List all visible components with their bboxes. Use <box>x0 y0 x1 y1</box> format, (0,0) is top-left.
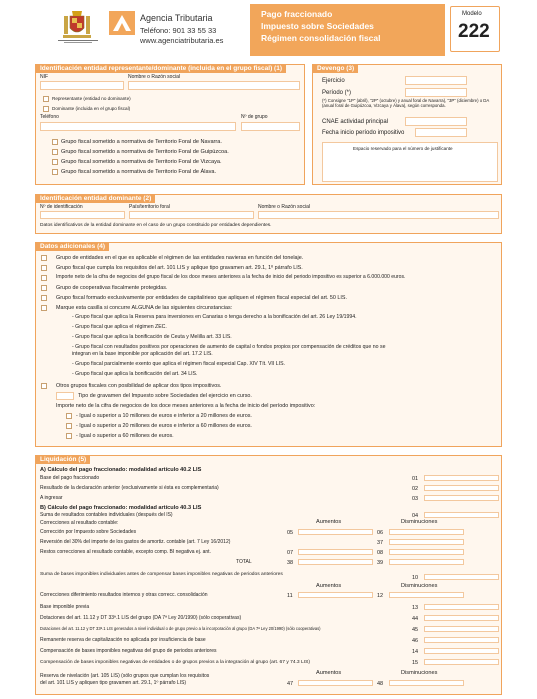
liq-row-02-label: Resultado de la declaración anterior (exclusivamente si ésta es complementaria) <box>40 485 219 491</box>
corr-total-label: TOTAL <box>236 559 252 565</box>
liq-row-04-input[interactable] <box>424 512 499 518</box>
modalidad-a-title: A) Cálculo del pago fraccionado: modalidad artículo 40.2 LIS <box>40 467 202 473</box>
foral-guipuzcoa-label: Grupo fiscal sometido a normativa de Territorio Foral de Guipúzcoa. <box>61 149 229 155</box>
liq-row-48-num: 48 <box>377 681 384 687</box>
liq-row-15-label: Compensación de bases imponibles negativas de entidades o de grupos previos a la integración al grupo (art. 67 y 74.3 LIS) <box>40 660 310 665</box>
corr-row-3-a-num: 07 <box>287 550 294 556</box>
foral-alava-checkbox[interactable] <box>52 169 58 175</box>
liq-row-04-num: 04 <box>412 513 419 519</box>
foral-vizcaya-label: Grupo fiscal sometido a normativa de Territorio Foral de Vizcaya. <box>61 159 222 165</box>
n-grupo-label: Nº de grupo <box>241 114 268 120</box>
liq-row-10-input[interactable] <box>424 574 499 580</box>
corr-row-2-d-input[interactable] <box>389 539 464 545</box>
periodo-input[interactable] <box>405 88 467 97</box>
n-ident-input[interactable] <box>40 211 125 219</box>
n-ident-label: Nº de identificación <box>40 204 83 210</box>
foral-vizcaya-checkbox[interactable] <box>52 159 58 165</box>
tipo-gravamen-label: Tipo de gravamen del Impuesto sobre Sociedades del ejercicio en curso. <box>78 393 252 399</box>
pais-input[interactable] <box>129 211 254 219</box>
liq-row-13-num: 13 <box>412 605 419 611</box>
disminuciones-header: Disminuciones <box>401 519 438 525</box>
dominante-label: Dominante (incluida en el grupo fiscal) <box>52 106 131 111</box>
adicional-item-5: Grupo fiscal formado exclusivamente por entidades de capitalirieso que apliquen el régimen fiscal especial del art. 50 LIS. <box>56 295 347 301</box>
corr-row-2-label: Reversión del 30% del importe de los gastos de amortiz. contable (art. 7 Ley 16/2012) <box>40 539 231 545</box>
section-adicionales-title: Datos adicionales (4) <box>36 242 109 251</box>
circunstancia-3: - Grupo fiscal que aplica la bonificación de Ceuta y Melilla art. 33 LIS. <box>72 334 232 340</box>
adicional-checkbox-3[interactable] <box>41 275 47 281</box>
adicional-item-1: Grupo de entidades en el que es aplicable el régimen de las entidades navieras en función del tonelaje. <box>56 255 304 261</box>
circunstancia-1: - Grupo fiscal que aplica la Reserva para inversiones en Canarias o tenga derecho a la bonificación del art. 26 Ley 19/1994. <box>72 314 357 320</box>
liq-row-46-input[interactable] <box>424 637 499 643</box>
ministry-caption <box>58 38 98 44</box>
representante-checkbox[interactable] <box>43 96 49 102</box>
liq-row-03-num: 03 <box>412 496 419 502</box>
cnae-input[interactable] <box>405 117 467 126</box>
liq-row-12-num: 12 <box>377 593 384 599</box>
rango-3-checkbox[interactable] <box>66 433 72 439</box>
form-title-line-3: Régimen consolidación fiscal <box>261 33 381 43</box>
ejercicio-label: Ejercicio <box>322 78 345 84</box>
adicional-checkbox-4[interactable] <box>41 285 47 291</box>
aumentos-header-3: Aumentos <box>316 670 342 676</box>
modelo-box <box>450 6 500 52</box>
liq-row-11-num: 11 <box>287 593 293 599</box>
liq-row-10-label: Suma de bases imponibles individuales antes de compensar bases imponibles negativas de periodos anteriores <box>40 572 283 577</box>
liq-row-13-input[interactable] <box>424 604 499 610</box>
section-liquidacion-title: Liquidación (5) <box>36 455 90 464</box>
liq-row-11-input[interactable] <box>298 592 373 598</box>
corr-row-1-label: Corrección por Impuesto sobre Sociedades <box>40 529 137 535</box>
telefono-input[interactable] <box>40 122 236 131</box>
nombre-label: Nombre o Razón social <box>128 74 180 80</box>
fecha-inicio-input[interactable] <box>415 128 467 137</box>
nif-label: NIF <box>40 74 49 80</box>
liq-row-44-input[interactable] <box>424 615 499 621</box>
dominante-nombre-input[interactable] <box>258 211 499 219</box>
foral-navarra-checkbox[interactable] <box>52 139 58 145</box>
disminuciones-header-2: Disminuciones <box>401 583 438 589</box>
corr-total-a-input[interactable] <box>298 559 373 565</box>
corr-row-3-label: Restos correcciones al resultado contable, excepto comp. BI negativa ej. ant. <box>40 549 211 555</box>
rango-2-label: - Igual o superior a 20 millones de euros e inferior a 60 millones de euros. <box>76 423 252 429</box>
liq-row-48-input[interactable] <box>389 680 464 686</box>
section-devengo <box>312 64 502 185</box>
section-dominante-title: Identificación entidad dominante (2) <box>36 194 155 203</box>
modalidad-b-title: B) Cálculo del pago fraccionado: modalidad artículo 40.3 LIS <box>40 505 202 511</box>
liq-row-15-num: 15 <box>412 660 419 666</box>
corr-row-1-a-num: 05 <box>287 530 294 536</box>
header <box>0 0 537 58</box>
modelo-number: 222 <box>458 21 490 42</box>
corr-row-3-a-input[interactable] <box>298 549 373 555</box>
pais-label: País/territorio foral <box>129 204 170 210</box>
reserva-nivelacion-label-1: Reserva de nivelación (art. 105 LIS) (sólo grupos que cumplan los requisitos <box>40 673 210 679</box>
liq-row-47-num: 47 <box>287 681 294 687</box>
circunstancia-4b: integran en la base imponible por aplicación del art. 17.2 LIS. <box>72 351 213 357</box>
nif-input[interactable] <box>40 81 124 90</box>
liq-row-46-label: Remanente reserva de capitalización no aplicada por insuficiencia de base <box>40 637 206 643</box>
nombre-input[interactable] <box>128 81 300 90</box>
liq-row-03-label: A ingresar <box>40 495 63 501</box>
corr-row-1-a-input[interactable] <box>298 529 373 535</box>
justificante-label: Espacio reservado para el número de justificante <box>353 146 453 151</box>
fecha-inicio-label: Fecha inicio período impositivo <box>322 130 405 136</box>
corr-total-d-num: 39 <box>377 560 384 566</box>
form-title-panel <box>250 4 445 56</box>
corr-row-3-d-num: 08 <box>377 550 384 556</box>
dominante-checkbox[interactable] <box>43 106 49 112</box>
otros-grupos-label: Otros grupos fiscales con posibilidad de aplicar dos tipos impositivos. <box>56 383 222 389</box>
otros-grupos-checkbox[interactable] <box>41 383 47 389</box>
section-adicionales <box>35 242 502 447</box>
circunstancia-4: - Grupo fiscal con resultados positivos por operaciones de aumento de capital o fondos propios por compensación de créditos que no se <box>72 344 386 350</box>
circunstancia-6: - Grupo fiscal que aplica la bonificación del art. 34 LIS. <box>72 371 198 377</box>
liq-row-47-input[interactable] <box>298 680 373 686</box>
corr-row-1-d-input[interactable] <box>389 529 464 535</box>
foral-navarra-label: Grupo fiscal sometido a normativa de Territorio Foral de Navarra. <box>61 139 222 145</box>
disminuciones-header-3: Disminuciones <box>401 670 438 676</box>
corr-row-1-d-num: 06 <box>377 530 384 536</box>
liq-row-01-input[interactable] <box>424 475 499 481</box>
liq-row-14-num: 14 <box>412 649 419 655</box>
liq-row-01-num: 01 <box>412 476 419 482</box>
spain-crest-logo <box>60 8 94 40</box>
section-dominante <box>35 194 502 234</box>
correcciones-label: Correcciones al resultado contable: <box>40 520 119 526</box>
liq-row-12-input[interactable] <box>389 592 464 598</box>
telefono-label: Teléfono <box>40 114 59 120</box>
dominante-note: Datos identificativos de la entidad dominante en el caso de un grupo constituido por entidades dependientes. <box>40 223 272 228</box>
importe-neto-label: Importe neto de la cifra de negocios de los doce meses anteriores a la fecha de inicio del período impositivo: <box>56 403 316 409</box>
liq-row-04-label: Suma de resultados contables individuales (después del IS) <box>40 512 173 518</box>
adicional-checkbox-1[interactable] <box>41 255 47 261</box>
liq-row-46-num: 46 <box>412 638 419 644</box>
cnae-label: CNAE actividad principal <box>322 119 389 125</box>
section-liquidacion <box>35 455 502 695</box>
agency-phone: Teléfono: 901 33 55 33 <box>140 26 217 35</box>
periodo-note: (*) Consigne "1P" (abril), "2P" (octubre) y anual foral de Navarra), "3P" (diciembre) o DA (anual foral de Guipúzcoa, Vizcaya y Álava), según corresponda. <box>322 98 490 108</box>
circunstancia-5: - Grupo fiscal parcialmente exento que aplica el régimen fiscal especial Cap. XIV Tít. VII LIS. <box>72 361 285 367</box>
liq-row-45-label: Dotaciones del art. 11.12 y DT 33ª.1 LIS generados a nivel individual o de grupo previo a la incorporación al grupo (DA 7ª Ley 20/1990) (sólo cooperativas) <box>40 626 321 631</box>
adicional-item-6: Marque esta casilla si concurre ALGUNA de las siguientes circunstancias: <box>56 305 233 311</box>
adicional-checkbox-2[interactable] <box>41 265 47 271</box>
rango-1-checkbox[interactable] <box>66 413 72 419</box>
liq-row-44-num: 44 <box>412 616 419 622</box>
modelo-label: Modelo <box>462 11 482 17</box>
justificante-box <box>322 142 498 182</box>
reserva-nivelacion-label-2: del art. 101 LIS y apliquen tipo gravamen art. 29.1, 1º párrafo LIS) <box>40 680 187 686</box>
adicional-checkbox-5[interactable] <box>41 295 47 301</box>
liq-row-14-label: Compensación de bases imponibles negativas del grupo de periodos anteriores <box>40 648 217 654</box>
representante-label: Representante (entidad no dominante) <box>52 96 131 101</box>
liq-row-10-num: 10 <box>412 575 419 581</box>
liq-row-01-label: Base del pago fraccionado <box>40 475 100 481</box>
liq-row-45-num: 45 <box>412 627 419 633</box>
aumentos-header-2: Aumentos <box>316 583 342 589</box>
adicional-item-2: Grupo fiscal que cumpla los requisitos del art. 101 LIS y aplique tipo gravamen art. 29.1, 1º párrafo LIS. <box>56 265 303 271</box>
agency-web: www.agenciatributaria.es <box>140 36 224 45</box>
adicional-item-3: Importe neto de la cifra de negocios del grupo fiscal de los doce meses anteriores a la fecha de inicio del periodo impositivo es superior a 6.000.000 euros. <box>56 274 406 280</box>
liq-row-02-input[interactable] <box>424 485 499 491</box>
foral-guipuzcoa-checkbox[interactable] <box>52 149 58 155</box>
agency-logo-icon <box>109 11 135 35</box>
adicional-item-4: Grupo de cooperativas fiscalmente protegidas. <box>56 285 168 291</box>
foral-alava-label: Grupo fiscal sometido a normativa de Territorio Foral de Álava. <box>61 169 217 175</box>
section-identificacion <box>35 64 305 185</box>
liq-row-13-label: Base imponible previa <box>40 604 90 610</box>
tipo-gravamen-input[interactable] <box>56 392 74 400</box>
liq-row-11-label: Correcciones diferimiento resultados internos y otras correcc. consolidación <box>40 592 208 598</box>
liq-row-44-label: Dotaciones del art. 11.12 y DT 33ª.1 LIS del grupo (DA 7ª Ley 20/1990) (sólo cooperativas) <box>40 615 242 621</box>
dominante-nombre-label: Nombre o Razón social <box>258 204 310 210</box>
section-devengo-title: Devengo (3) <box>313 64 358 73</box>
liq-row-45-input[interactable] <box>424 626 499 632</box>
liq-row-14-input[interactable] <box>424 648 499 654</box>
rango-3-label: - Igual o superior a 60 millones de euros. <box>76 433 174 439</box>
liq-row-02-num: 02 <box>412 486 419 492</box>
aumentos-header: Aumentos <box>316 519 342 525</box>
adicional-checkbox-6[interactable] <box>41 305 47 311</box>
ejercicio-input[interactable] <box>405 76 467 85</box>
corr-total-a-num: 38 <box>287 560 294 566</box>
corr-row-2-d-num: 37 <box>377 540 384 546</box>
rango-2-checkbox[interactable] <box>66 423 72 429</box>
form-title-line-1: Pago fraccionado <box>261 9 333 19</box>
circunstancia-2: - Grupo fiscal que aplica el régimen ZEC. <box>72 324 167 330</box>
section-identificacion-title: Identificación entidad representante/dominante (incluida en el grupo fiscal) (1) <box>36 64 286 73</box>
corr-row-3-d-input[interactable] <box>389 549 464 555</box>
agency-name: Agencia Tributaria <box>140 13 213 23</box>
corr-total-d-input[interactable] <box>389 559 464 565</box>
liq-row-03-input[interactable] <box>424 495 499 501</box>
rango-1-label: - Igual o superior a 10 millones de euros e inferior a 20 millones de euros. <box>76 413 252 419</box>
n-grupo-input[interactable] <box>241 122 300 131</box>
form-title-line-2: Impuesto sobre Sociedades <box>261 21 374 31</box>
liq-row-15-input[interactable] <box>424 659 499 665</box>
periodo-label: Período (*) <box>322 90 352 96</box>
